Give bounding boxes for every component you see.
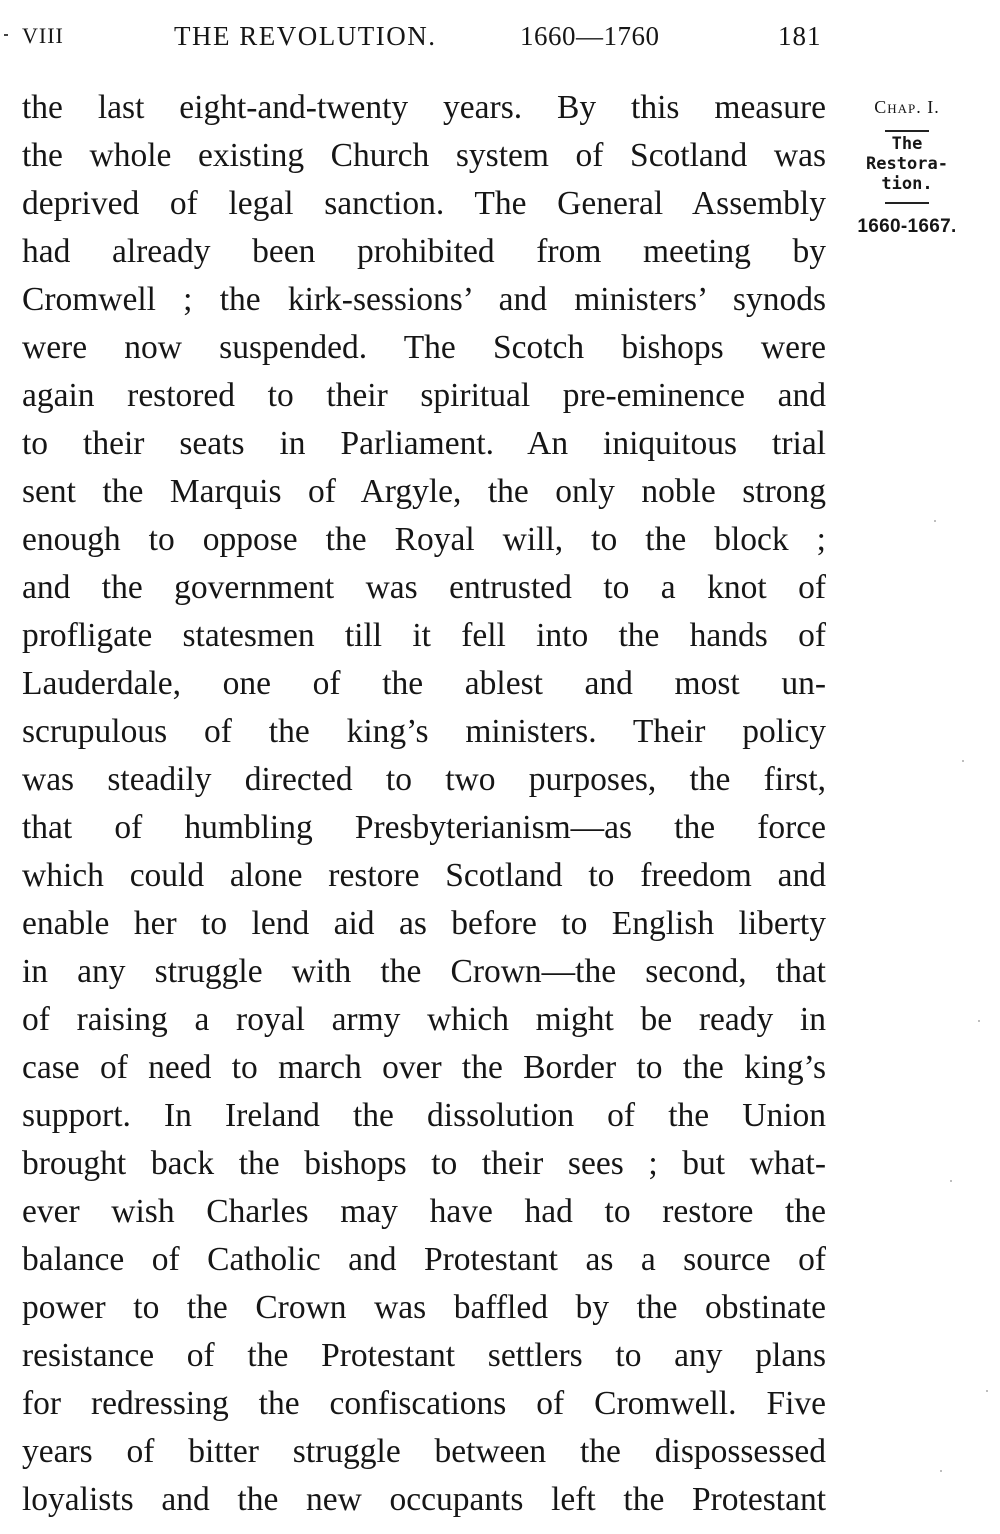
margin-notes: [842, 92, 972, 238]
text-line: balance of Catholic and Protestant as a source of: [22, 1241, 826, 1278]
text-line: were now suspended. The Scotch bishops were: [22, 329, 826, 366]
text-line: for redressing the confiscations of Cromwell. Five: [22, 1385, 826, 1422]
margin-topic-line: The: [891, 134, 923, 154]
text-line: enough to oppose the Royal will, to the block ;: [22, 521, 826, 558]
page-number: 181: [778, 21, 822, 51]
scan-speck: [978, 1020, 980, 1022]
running-head-chapter: VIII: [22, 23, 64, 48]
text-line: brought back the bishops to their sees ; but what-: [22, 1145, 826, 1182]
text-line: Cromwell ; the kirk-sessions’ and ministers’ synods: [22, 281, 826, 318]
text-line: profligate statesmen till it fell into the hands of: [22, 617, 826, 654]
running-head: [0, 16, 1000, 56]
text-line: loyalists and the new occupants left the Protestant: [22, 1481, 826, 1518]
running-head-title: THE REVOLUTION.: [174, 21, 437, 51]
text-line: and the government was entrusted to a knot of: [22, 569, 826, 606]
text-line: the whole existing Church system of Scotland was: [22, 137, 826, 174]
text-line: of raising a royal army which might be ready in: [22, 1001, 826, 1038]
text-line: scrupulous of the king’s ministers. Their policy: [22, 713, 826, 750]
body-text: [22, 84, 826, 1524]
scan-speck: [934, 520, 936, 522]
margin-topic: [842, 134, 972, 194]
text-line: was steadily directed to two purposes, the first,: [22, 761, 826, 798]
running-head-dates: 1660—1760: [520, 21, 660, 51]
scan-speck: [962, 760, 964, 762]
text-line: which could alone restore Scotland to freedom and: [22, 857, 826, 894]
text-line: the last eight-and-twenty years. By this measure: [22, 89, 826, 126]
margin-rule-top: [885, 130, 929, 132]
text-line: resistance of the Protestant settlers to any plans: [22, 1337, 826, 1374]
margin-years: 1660-1667.: [857, 216, 957, 237]
text-line: Lauderdale, one of the ablest and most un-: [22, 665, 826, 702]
margin-topic-line: tion.: [881, 174, 933, 194]
text-line: ever wish Charles may have had to restore the: [22, 1193, 826, 1230]
text-line: sent the Marquis of Argyle, the only noble strong: [22, 473, 826, 510]
text-line: enable her to lend aid as before to English liberty: [22, 905, 826, 942]
scan-speck: [940, 1470, 942, 1472]
margin-topic-line: Restora-: [866, 154, 948, 174]
text-line: again restored to their spiritual pre-eminence and: [22, 377, 826, 414]
margin-chapter-label: Chap. I.: [874, 97, 940, 117]
text-line: power to the Crown was baffled by the obstinate: [22, 1289, 826, 1326]
text-line: that of humbling Presbyterianism—as the force: [22, 809, 826, 846]
text-line: years of bitter struggle between the dispossessed: [22, 1433, 826, 1470]
text-line: support. In Ireland the dissolution of the Union: [22, 1097, 826, 1134]
text-line: in any struggle with the Crown—the second, that: [22, 953, 826, 990]
text-line: case of need to march over the Border to the king’s: [22, 1049, 826, 1086]
text-line: to their seats in Parliament. An iniquitous trial: [22, 425, 826, 462]
scan-speck: [950, 1180, 952, 1182]
margin-rule-bottom: [885, 202, 929, 204]
text-line: deprived of legal sanction. The General Assembly: [22, 185, 826, 222]
scan-speck: [986, 1390, 988, 1392]
text-line: had already been prohibited from meeting by: [22, 233, 826, 270]
